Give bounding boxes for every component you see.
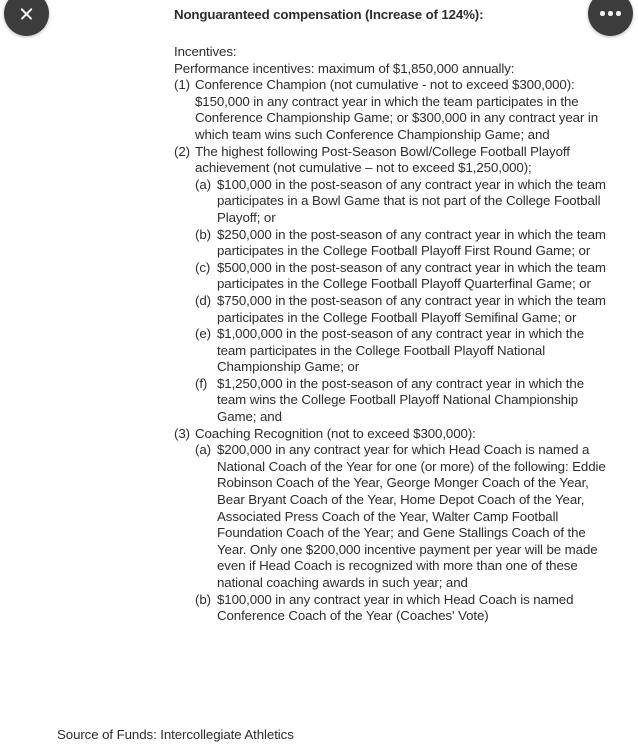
source-of-funds-line: Source of Funds: Intercollegiate Athletics	[57, 727, 294, 742]
page-title: Nonguaranteed compensation (Increase of 124%):	[174, 7, 484, 22]
clause-text: Conference Champion (not cumulative - not to exceed $300,000): $150,000 in any contract year in which the team participates in the Conference Championship Game; or $300,000 in any contract year in which team wins such Conference Championship Game; and	[195, 77, 598, 142]
clause-marker: (a)	[195, 442, 211, 458]
clause-text: $100,000 in the post-season of any contract year in which the team participates in a Bowl Game that is not part of the College Football Playoff; or	[217, 176, 606, 225]
clause-text: $1,000,000 in the post-season of any contract year in which the team participates in the College Football Playoff National Championship Game; or	[217, 326, 584, 375]
clause-marker: (2)	[174, 143, 190, 159]
clause-subitem-2e	[195, 326, 614, 376]
clause-item-1	[174, 77, 614, 143]
incentives-clause-block	[174, 44, 614, 625]
clause-subitem-2a	[195, 177, 614, 227]
clause-marker: (c)	[195, 259, 211, 275]
clause-item-3	[174, 426, 614, 443]
clause-text: $1,250,000 in the post-season of any contract year in which the team wins the College Football Playoff National Championship Game; and	[217, 375, 584, 425]
intro-line-incentives: Incentives:	[174, 44, 237, 59]
clause-subitem-3b	[195, 592, 614, 625]
clause-marker: (1)	[174, 77, 190, 93]
clause-subitem-2b	[195, 227, 614, 260]
more-horizontal-icon	[600, 11, 621, 16]
clause-subitem-2c	[195, 260, 614, 293]
clause-marker: (a)	[195, 176, 211, 192]
clause-item-2	[174, 144, 614, 177]
clause-marker: (b)	[195, 226, 211, 242]
clause-marker: (d)	[195, 292, 211, 308]
clause-text: $100,000 in any contract year in which Head Coach is named Conference Coach of the Year (Coaches' Vote)	[217, 591, 574, 624]
clause-text: $500,000 in the post-season of any contract year in which the team participates in the College Football Playoff Quarterfinal Game; or	[217, 259, 606, 292]
clause-text: $250,000 in the post-season of any contract year in which the team participates in the College Football Playoff First Round Game; or	[217, 226, 606, 259]
clause-text: $200,000 in any contract year for which Head Coach is named a National Coach of the Year for one (or more) of the following: Eddie Robinson Coach of the Year, George Monger Coach of the Year, Bear Bryant Coach of the Year, Home Depot Coach of the Year, Associated Press Coach of the Year, Walter Camp Football Foundation Coach of the Year; and Gene Stallings Coach of the Year. Only one $200,000 incentive payment per year will be made even if Head Coach is recognized with more than one of these national coaching awards in such year; and	[217, 442, 606, 590]
clause-text: Coaching Recognition (not to exceed $300,000):	[195, 425, 476, 441]
clause-marker: (e)	[195, 326, 211, 342]
clause-subitem-2f	[195, 376, 614, 426]
clause-subitem-3a	[195, 442, 614, 591]
clause-marker: (3)	[174, 425, 190, 441]
clause-text: $750,000 in the post-season of any contract year in which the team participates in the College Football Playoff Semifinal Game; or	[217, 292, 606, 325]
clause-marker: (b)	[195, 591, 211, 607]
clause-text: The highest following Post-Season Bowl/College Football Playoff achievement (not cumulative – not to exceed $1,250,000);	[195, 143, 570, 176]
intro-line-performance-max: Performance incentives: maximum of $1,850,000 annually:	[174, 60, 515, 76]
clause-subitem-2d	[195, 293, 614, 326]
clause-marker: (f)	[195, 375, 208, 391]
close-icon	[19, 6, 34, 21]
